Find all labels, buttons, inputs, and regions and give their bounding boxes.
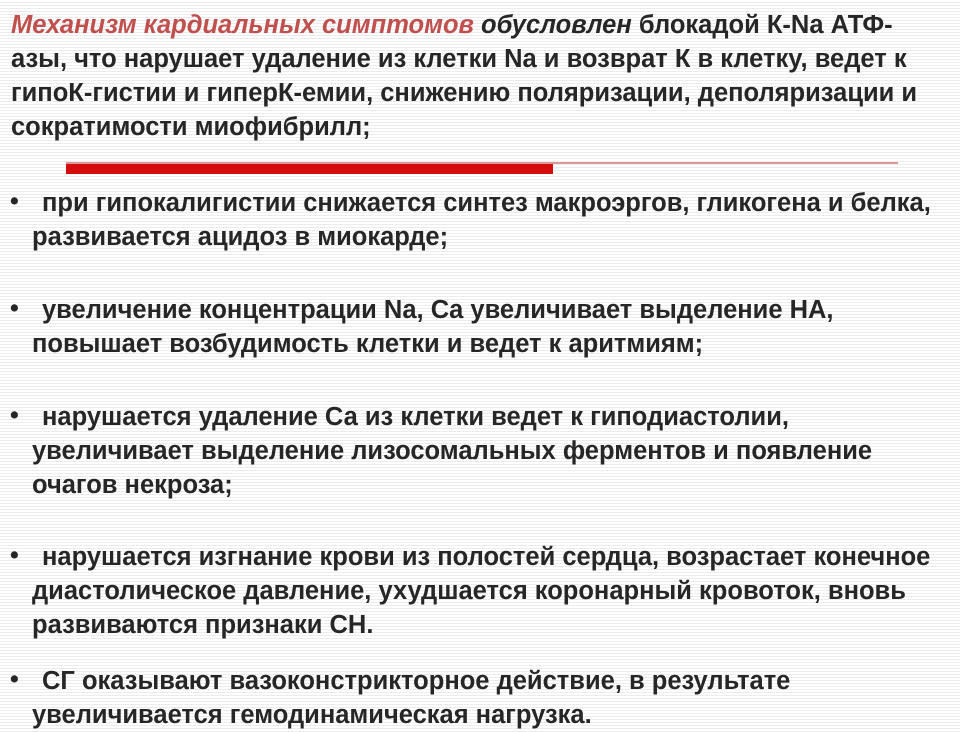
- bullet-text: увеличение концентрации Na, Ca увеличивает выделение НА, повышает возбудимость клетки и ведет к аритмиям;: [32, 296, 834, 358]
- intro-body-text: блокадой К-Na АТФ-азы, что нарушает удаление из клетки Na и возврат К в клетку, ведет к гипоК-гистии и гиперК-емии, снижению поляризации, деполяризации и сократимости миофибрилл;: [11, 11, 918, 141]
- intro-lead-highlight: Механизм кардиальных симптомов: [11, 11, 474, 39]
- bullet-dot-icon: •: [10, 401, 19, 429]
- intro-lead-emphasis: обусловлен: [481, 11, 632, 39]
- bullet-dot-icon: •: [10, 294, 19, 322]
- bullet-text: СГ оказывают вазоконстрикторное действие, в результате увеличивается гемодинамическая нагрузка.: [32, 667, 791, 729]
- bullet-text: при гипокалигистии снижается синтез макроэргов, гликогена и белка, развивается ацидоз в миокарде;: [32, 189, 931, 251]
- bullet-dot-icon: •: [10, 541, 19, 569]
- divider-thick-bar: [66, 164, 553, 174]
- intro-paragraph: [11, 8, 946, 144]
- bullet-text: нарушается изгнание крови из полостей сердца, возрастает конечное диастолическое давление, ухудшается коронарный кровоток, вновь развиваются признаки СН.: [32, 543, 931, 639]
- bullet-dot-icon: •: [10, 187, 19, 215]
- bullet-text: нарушается удаление Са из клетки ведет к гиподиастолии, увеличивает выделение лизосомальных ферментов и появление очагов некроза;: [32, 403, 873, 499]
- bullet-dot-icon: •: [10, 665, 19, 693]
